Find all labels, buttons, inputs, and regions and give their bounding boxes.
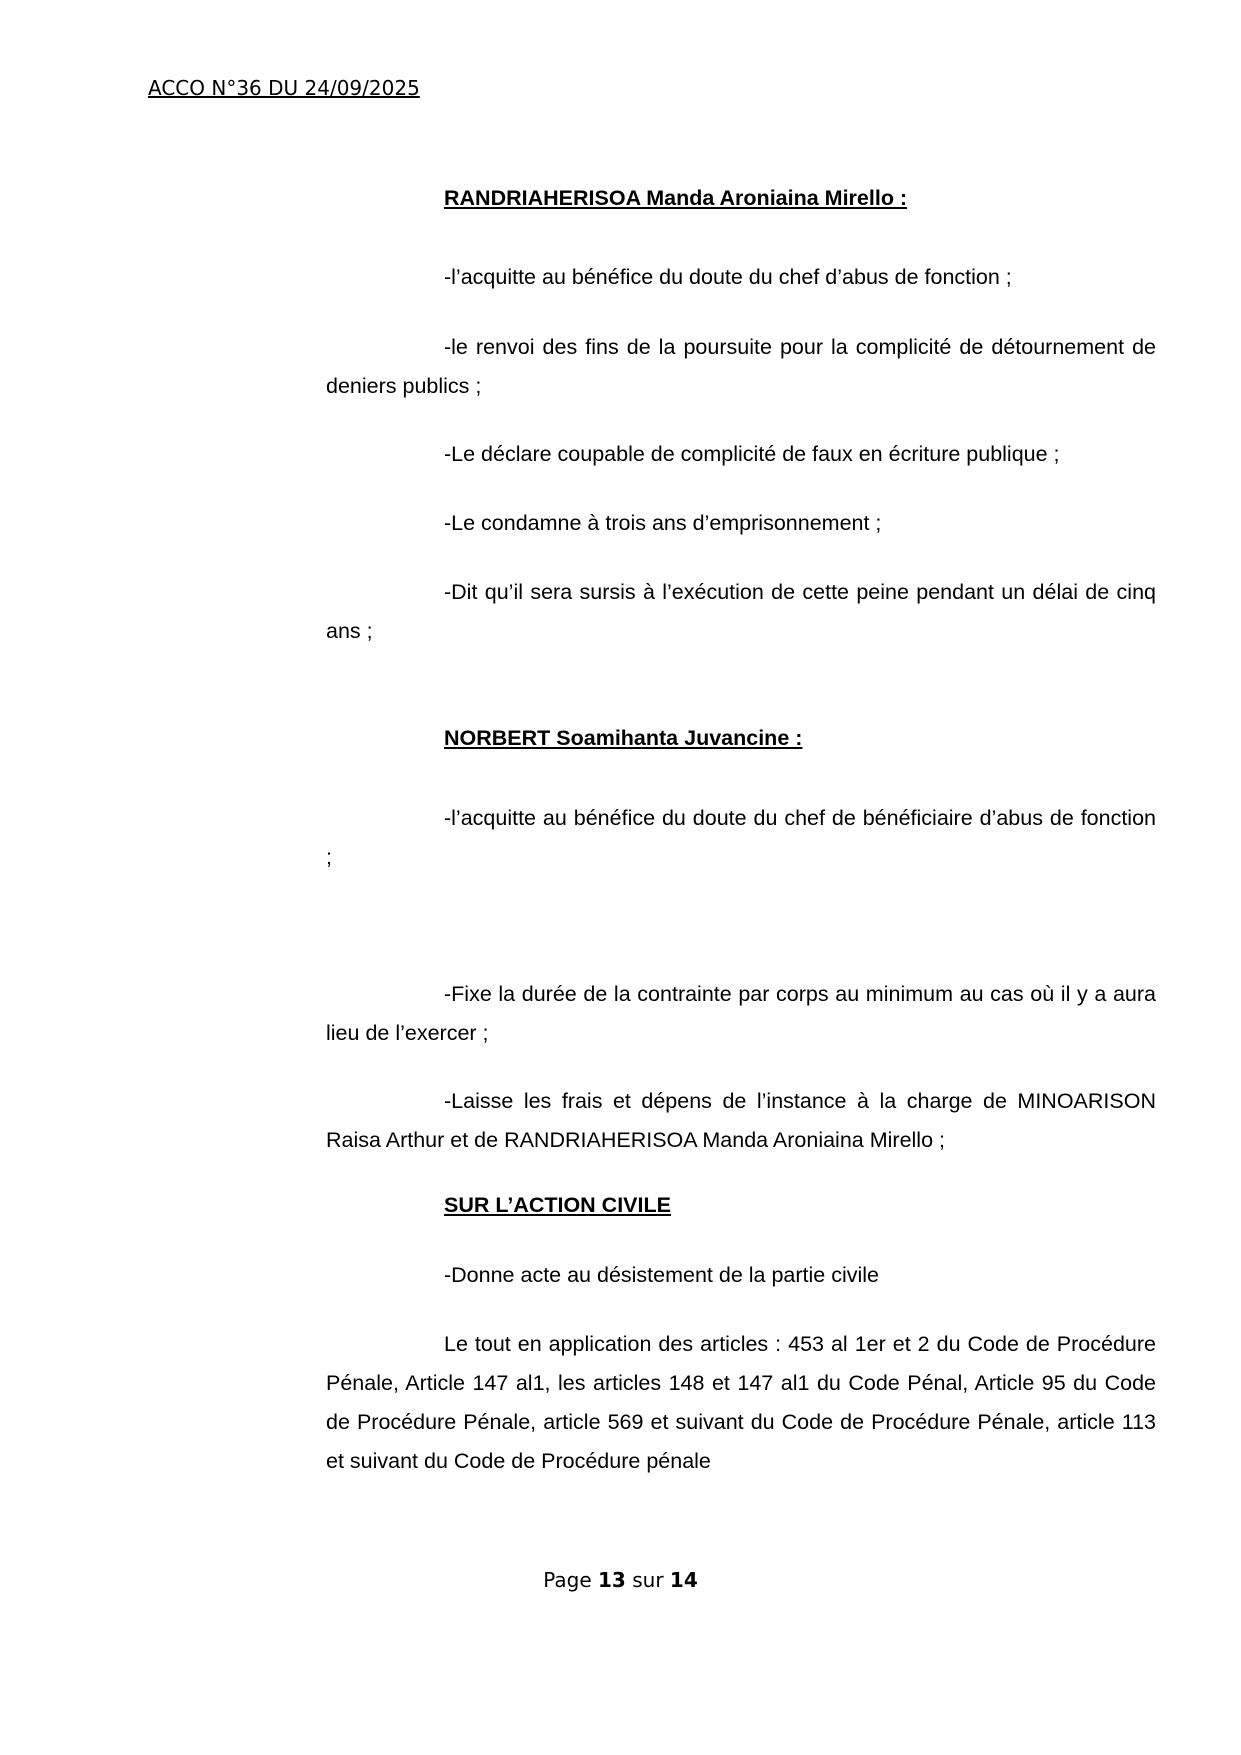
footer-total-pages: 14	[669, 1568, 698, 1592]
heading-randriaherisoa: RANDRIAHERISOA Manda Aroniaina Mirello :	[444, 186, 908, 210]
paragraph-acquittal-abus-fonction: -l’acquitte au bénéfice du doute du chef d’abus de fonction ;	[444, 265, 1012, 289]
heading-norbert: NORBERT Soamihanta Juvancine :	[444, 726, 803, 750]
paragraph-desistement: -Donne acte au désistement de la partie civile	[444, 1263, 880, 1287]
paragraph-renvoi-poursuite: -le renvoi des fins de la poursuite pour la complicité de détournement de deniers publics ;	[326, 335, 1156, 398]
paragraph-frais-depens: -Laisse les frais et dépens de l’instance à la charge de MINOARISON Raisa Arthur et de RANDRIAHERISOA Manda Aroniaina Mirello ;	[326, 1089, 1156, 1152]
footer-of-word: sur	[632, 1568, 664, 1592]
page-footer	[0, 1568, 1241, 1592]
paragraph-contrainte-par-corps: -Fixe la durée de la contrainte par corps au minimum au cas où il y a aura lieu de l’exercer ;	[326, 982, 1156, 1045]
paragraph-acquittal-norbert: -l’acquitte au bénéfice du doute du chef de bénéficiaire d’abus de fonction ;	[326, 806, 1156, 869]
paragraph-sursis: -Dit qu’il sera sursis à l’exécution de cette peine pendant un délai de cinq ans ;	[326, 580, 1156, 643]
paragraph-articles-application: Le tout en application des articles : 453 al 1er et 2 du Code de Procédure Pénale, Article 147 al1, les articles 148 et 147 al1 du Code Pénal, Article 95 du Code de Procédure Pénale, article 569 et suivant du Code de Procédure Pénale, article 113 et suivant du Code de Procédure pénale	[326, 1332, 1156, 1473]
footer-page-word: Page	[543, 1568, 592, 1592]
footer-current-page: 13	[598, 1568, 626, 1592]
document-reference: ACCO N°36 DU 24/09/2025	[148, 76, 420, 100]
paragraph-condamnation: -Le condamne à trois ans d’emprisonnement ;	[444, 511, 882, 535]
heading-action-civile: SUR L’ACTION CIVILE	[444, 1193, 671, 1217]
paragraph-declare-coupable: -Le déclare coupable de complicité de faux en écriture publique ;	[444, 442, 1060, 466]
